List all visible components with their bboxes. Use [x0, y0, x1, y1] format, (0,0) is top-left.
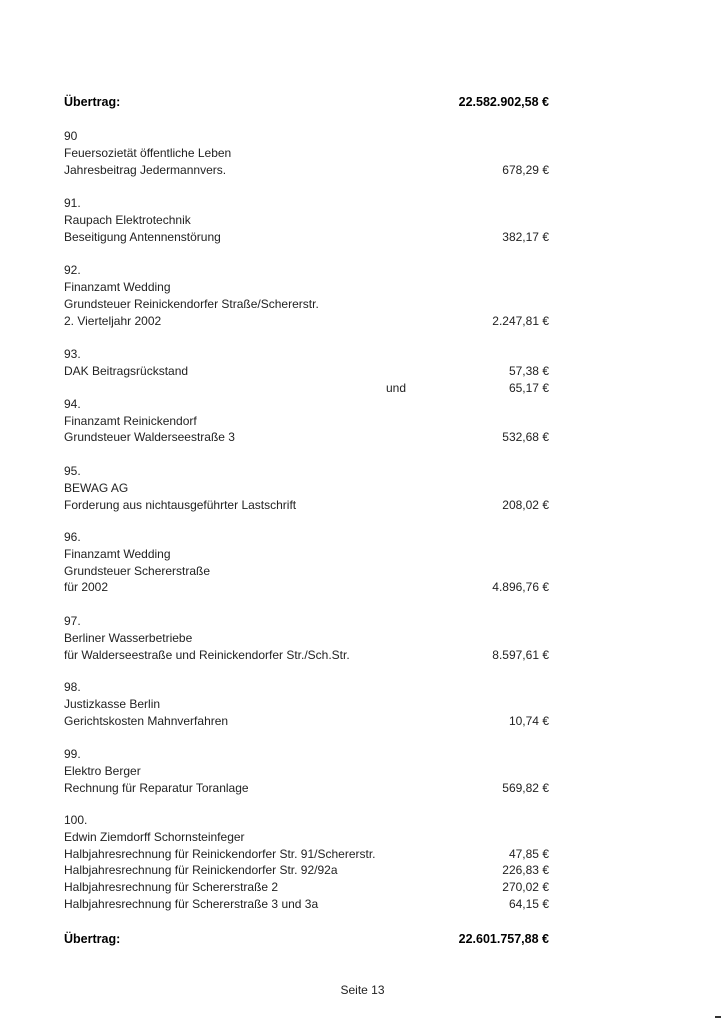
entry-line-text: Jahresbeitrag Jedermannvers.	[64, 163, 227, 177]
entry-line-amount: 8.597,61 €	[492, 648, 549, 662]
entry-line-amount: 10,74 €	[508, 714, 549, 728]
entry-line-text: Halbjahresrechnung für Schererstraße 3 und 3a	[64, 897, 319, 911]
entry-line-text: für 2002	[64, 580, 109, 594]
entry-line-text: Grundsteuer Schererstraße	[64, 564, 211, 578]
entry-line-amount: 47,85 €	[508, 847, 549, 861]
entry-line	[64, 429, 549, 445]
entry-line	[64, 713, 549, 729]
entry-line-text: Halbjahresrechnung für Reinickendorfer Str. 92/92a	[64, 863, 338, 877]
entry-name: Finanzamt Wedding	[64, 280, 171, 294]
entry-name: Finanzamt Reinickendorf	[64, 414, 197, 428]
entry-line-text: Halbjahresrechnung für Reinickendorfer Str. 91/Schererstr.	[64, 847, 376, 861]
entry-line	[64, 780, 549, 796]
entry-line-text: Rechnung für Reparatur Toranlage	[64, 781, 249, 795]
entry-line	[64, 879, 549, 895]
entry-line	[64, 363, 549, 379]
entry-line	[64, 563, 549, 579]
entry-line-amount: 57,38 €	[508, 364, 549, 378]
entry-name: BEWAG AG	[64, 481, 129, 495]
entry-name: Edwin Ziemdorff Schornsteinfeger	[64, 830, 245, 844]
entry-line-amount: 2.247,81 €	[492, 314, 549, 328]
page-number: Seite 13	[340, 983, 385, 997]
entry-line	[64, 896, 549, 912]
entry-line-text: 2. Vierteljahr 2002	[64, 314, 162, 328]
entry-name: Feuersozietät öffentliche Leben	[64, 146, 232, 160]
entry-number: 92.	[64, 263, 81, 277]
footer-carryover-label: Übertrag:	[64, 932, 121, 946]
header-carryover-amount: 22.582.902,58 €	[458, 95, 549, 109]
entry-line	[64, 647, 549, 663]
entry-line-text: Forderung aus nichtausgeführter Lastschrift	[64, 498, 297, 512]
entry-line-amount: 532,68 €	[502, 430, 549, 444]
entry-number: 98.	[64, 680, 81, 694]
entry-name: DAK Beitragsrückstand	[64, 364, 189, 378]
entry-number: 94.	[64, 397, 81, 411]
connector-text: und	[386, 381, 407, 395]
entry-line-amount: 226,83 €	[502, 863, 549, 877]
entry-line-text: Halbjahresrechnung für Schererstraße 2	[64, 880, 279, 894]
entry-number: 91.	[64, 196, 81, 210]
entry-line-text: Beseitigung Antennenstörung	[64, 230, 221, 244]
footer-carryover-amount: 22.601.757,88 €	[458, 932, 549, 946]
header-carryover-row	[64, 94, 549, 110]
entry-line	[64, 497, 549, 513]
entry-line	[64, 162, 549, 178]
entry-name: Elektro Berger	[64, 764, 141, 778]
entry-line-amount: 65,17 €	[508, 381, 549, 395]
entry-line-amount: 4.896,76 €	[492, 580, 549, 594]
entry-line-text: Grundsteuer Walderseestraße 3	[64, 430, 235, 444]
entry-line	[64, 296, 549, 312]
entry-name: Justizkasse Berlin	[64, 697, 161, 711]
entry-name: Berliner Wasserbetriebe	[64, 631, 193, 645]
entry-line-amount: 270,02 €	[502, 880, 549, 894]
entry-line	[64, 313, 549, 329]
entry-name: Finanzamt Wedding	[64, 547, 171, 561]
entry-line	[64, 846, 549, 862]
entry-number: 100.	[64, 813, 88, 827]
entry-line-text: Grundsteuer Reinickendorfer Straße/Schererstr.	[64, 297, 319, 311]
entry-line	[64, 229, 549, 245]
entry-line-amount: 382,17 €	[502, 230, 549, 244]
entry-line	[64, 862, 549, 878]
entry-number: 90	[64, 129, 78, 143]
entry-number: 96.	[64, 530, 81, 544]
entry-line-text: Gerichtskosten Mahnverfahren	[64, 714, 229, 728]
entry-number: 93.	[64, 347, 81, 361]
entry-number: 97.	[64, 614, 81, 628]
entry-name: Raupach Elektrotechnik	[64, 213, 191, 227]
entry-line	[64, 579, 549, 595]
entry-line-text: für Walderseestraße und Reinickendorfer Str./Sch.Str.	[64, 648, 350, 662]
entry-line-amount: 64,15 €	[508, 897, 549, 911]
entry-number: 95.	[64, 464, 81, 478]
scan-artifact	[715, 1016, 721, 1018]
header-carryover-label: Übertrag:	[64, 95, 121, 109]
entry-line-amount: 678,29 €	[502, 163, 549, 177]
footer-carryover-row	[64, 931, 549, 947]
entry-line-amount: 569,82 €	[502, 781, 549, 795]
entry-number: 99.	[64, 747, 81, 761]
entry-line-amount: 208,02 €	[502, 498, 549, 512]
